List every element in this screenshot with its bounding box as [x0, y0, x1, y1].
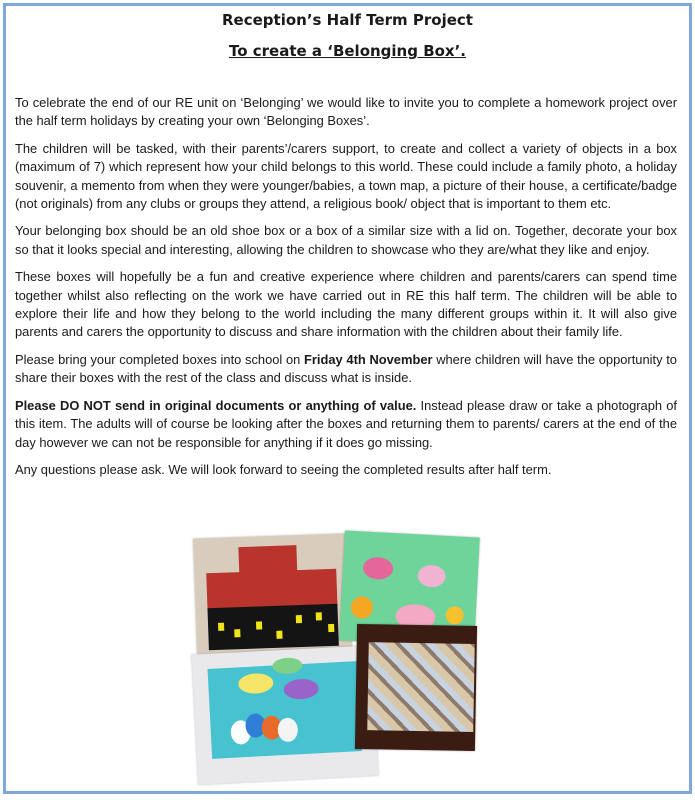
paragraph-experience: These boxes will hopefully be a fun and creative experience where children and parents/carers can spend time together whilst also reflecting on the work we have carried out in RE this half term. The children will be able to explore their life and how they belong to the world including the many different groups within it. It will also give parents and carers the opportunity to discuss and share information with the children about their family life.: [15, 269, 677, 340]
paragraph-deadline: [15, 351, 677, 388]
document-title: Reception’s Half Term Project: [222, 11, 473, 29]
paragraph-warning: [15, 397, 677, 452]
deadline-after: where children will have the opportunity to share their boxes with the rest of the class and discuss what is inside.: [15, 351, 677, 386]
deadline-date: Friday 4th November: [304, 351, 433, 367]
document-subtitle: To create a ‘Belonging Box’.: [228, 42, 467, 60]
deadline-before: Please bring your completed boxes into school on: [15, 351, 305, 367]
warning-after: Instead please draw or take a photograph of this item. The adults will of course be looking after the boxes and returning them to parents/ carers at the end of the day however we can not be responsible for anything if it does go missing.: [15, 397, 677, 450]
document-body: [15, 94, 677, 488]
photo-collage-box: [355, 624, 477, 751]
paragraph-box: Your belonging box should be an old shoe box or a box of a similar size with a lid on. Together, decorate your box so that it looks special and interesting, allowing the children to showcase who they are/what they like and enjoy.: [15, 223, 677, 257]
paragraph-intro: To celebrate the end of our RE unit on ‘Belonging’ we would like to invite you to complete a homework project over the half term holidays by creating your own ‘Belonging Boxes’.: [15, 95, 677, 129]
photo-turquoise-box: [192, 645, 379, 784]
paragraph-questions: Any questions please ask. We will look forward to seeing the completed results after half term.: [15, 461, 552, 477]
paragraph-task: The children will be tasked, with their parents’/carers support, to create and collect a variety of objects in a box (maximum of 7) which represent how your child belongs to this world. These could include a family photo, a holiday souvenir, a memento from when they were younger/babies, a town map, a picture of their house, a certificate/badge (not originals) from any clubs or groups they attend, a religious book/ object that is important to them etc.: [15, 140, 677, 212]
photo-red-house-box: [193, 533, 352, 653]
belonging-box-photo-collage: [192, 530, 492, 780]
warning-bold: Please DO NOT send in original documents or anything of value.: [15, 397, 417, 413]
